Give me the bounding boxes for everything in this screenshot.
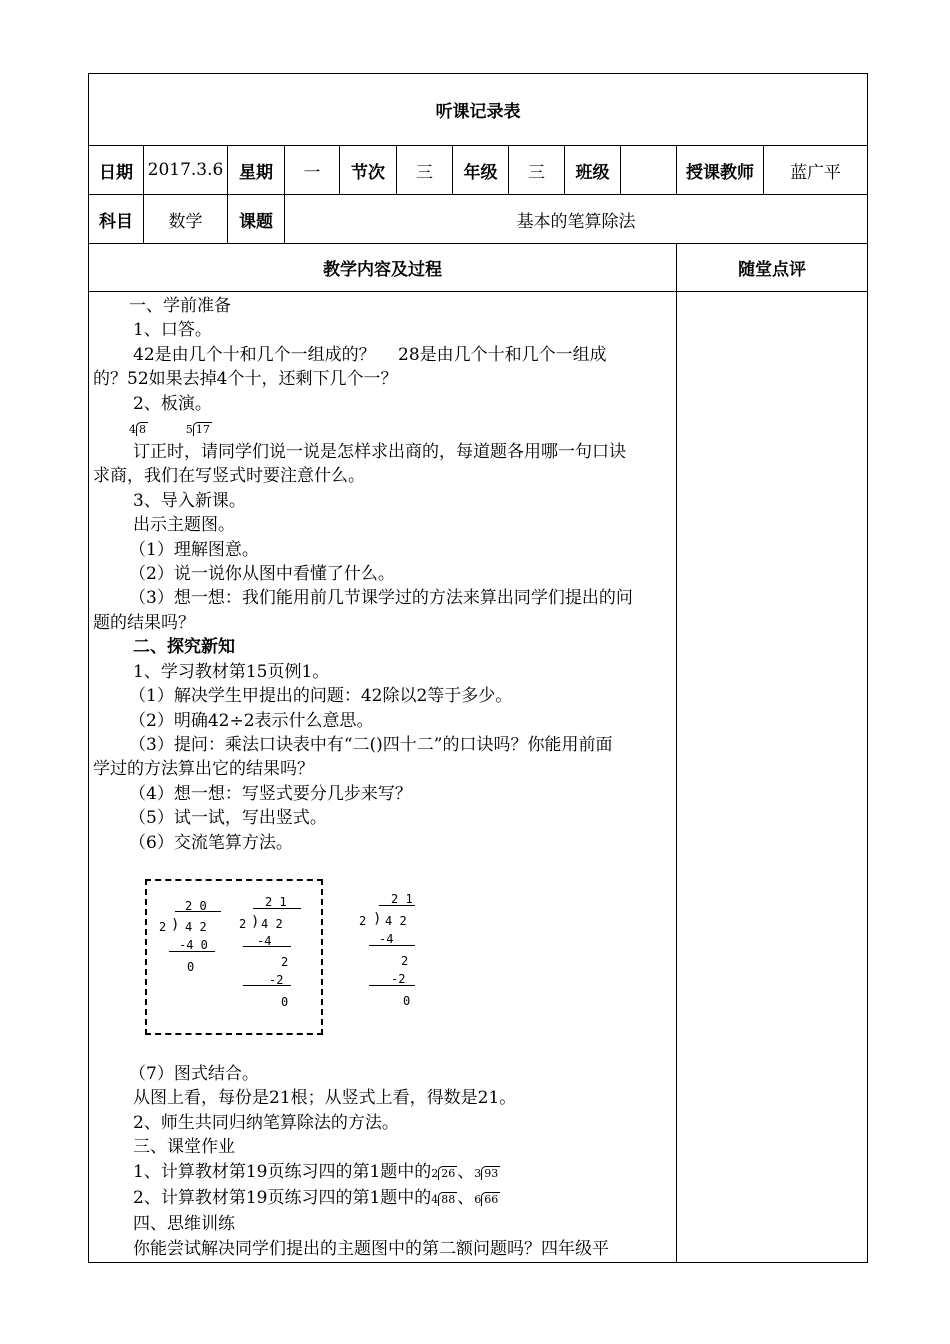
subtrahend: -4: [257, 933, 272, 948]
subtrahend: -2: [391, 971, 406, 986]
date-value: 2017.3.6: [144, 146, 228, 195]
division-bar: [175, 911, 221, 912]
comment-cell: [677, 292, 868, 1263]
section-heading: 二、探究新知: [133, 637, 235, 658]
dividend: 4 2: [261, 916, 283, 931]
content-line: （1）理解图意。: [129, 539, 259, 560]
content-line: 从图上看，每份是21根；从竖式上看，得数是21。: [133, 1088, 517, 1109]
page-title: 听课记录表: [89, 74, 868, 146]
content-line: 1、学习教材第15页例1。: [133, 661, 330, 682]
subtraction-line: [243, 946, 291, 947]
division-expression: 2 26: [431, 1166, 456, 1180]
content-line: （1）解决学生甲提出的问题：42除以2等于多少。: [129, 686, 513, 707]
partial-dividend: 2: [401, 953, 409, 968]
subtraction-line: [243, 985, 291, 986]
quotient: 2 0: [185, 898, 207, 913]
subtrahend: -4 0: [179, 937, 208, 952]
content-line: 42是由几个十和几个一组成的？ 28是由几个十和几个一组成: [133, 344, 607, 365]
divisor: 2: [239, 916, 247, 931]
long-division-figure: [93, 857, 674, 1062]
subject-label: 科目: [89, 195, 144, 244]
subtraction-line: [369, 985, 415, 986]
content-line: （3）提问：乘法口诀表中有“二()四十二”的口诀吗？你能用前面: [129, 734, 613, 755]
division-expression: 5 17: [185, 423, 210, 437]
division-expression: 6 66: [474, 1192, 499, 1206]
content-line: 订正时，请同学们说一说是怎样求出商的，每道题各用哪一句口诀: [133, 442, 626, 463]
class-value: [621, 146, 677, 195]
teaching-content-cell: [89, 292, 677, 1263]
period-label: 节次: [340, 146, 397, 195]
subtrahend: -4: [379, 931, 394, 946]
subtraction-line: [169, 951, 215, 952]
topic-label: 课题: [228, 195, 285, 244]
bracket: ): [251, 913, 260, 930]
dividend: 4 2: [185, 919, 207, 934]
homework-line: 1、计算教材第19页练习四的第1题中的2 26 、3 93: [93, 1160, 674, 1186]
content-line: 1、口答。: [133, 320, 212, 341]
quotient: 2 1: [391, 891, 413, 906]
content-line: （7）图式结合。: [129, 1063, 259, 1084]
subject-value: 数学: [144, 195, 228, 244]
date-label: 日期: [89, 146, 144, 195]
topic-value: 基本的笔算除法: [285, 195, 868, 244]
homework-line: 2、计算教材第19页练习四的第1题中的4 88 、6 66: [93, 1186, 674, 1212]
teacher-label: 授课教师: [677, 146, 764, 195]
content-line: 题的结果吗？: [93, 612, 195, 633]
content-line: （2）明确42÷2表示什么意思。: [129, 710, 374, 731]
board-exercises: [93, 416, 674, 440]
content-line: （2）说一说你从图中看懂了什么。: [129, 564, 395, 585]
division-expression: 4 8: [129, 423, 146, 437]
division-bar: [253, 908, 301, 909]
content-line: 出示主题图。: [133, 515, 235, 536]
remainder: 0: [187, 959, 195, 974]
dashed-frame: [145, 879, 323, 1035]
content-line: 2、板演。: [133, 393, 212, 414]
division-expression: 4 88: [431, 1192, 456, 1206]
period-value: 三: [397, 146, 453, 195]
comment-header: 随堂点评: [677, 244, 868, 292]
section-heading: 三、课堂作业: [133, 1137, 235, 1158]
division-expression: 3 93: [474, 1166, 499, 1180]
subtraction-line: [369, 945, 415, 946]
subtrahend: -2: [269, 972, 284, 987]
remainder: 0: [281, 994, 289, 1009]
teaching-content: [89, 292, 676, 1262]
weekday-value: 一: [285, 146, 340, 195]
bracket: ): [373, 910, 382, 927]
content-line: （5）试一试，写出竖式。: [129, 808, 327, 829]
divisor: 2: [359, 913, 367, 928]
quotient: 2 1: [265, 894, 287, 909]
division-bar: [379, 905, 415, 906]
content-line: （6）交流笔算方法。: [129, 832, 293, 853]
section-heading: 四、思维训练: [133, 1214, 235, 1235]
weekday-label: 星期: [228, 146, 285, 195]
content-line: 的？52如果去掉4个十，还剩下几个一？: [93, 369, 398, 390]
content-header: 教学内容及过程: [89, 244, 677, 292]
bracket: ): [171, 916, 180, 933]
divisor: 2: [159, 919, 167, 934]
lesson-record-table: [88, 73, 868, 1263]
content-line: 3、导入新课。: [133, 490, 246, 511]
content-line: 求商，我们在写竖式时要注意什么。: [93, 466, 365, 487]
content-line: 学过的方法算出它的结果吗？: [93, 759, 314, 780]
dividend: 4 2: [385, 913, 407, 928]
grade-label: 年级: [453, 146, 509, 195]
content-line: （4）想一想：写竖式要分几步来写？: [129, 783, 412, 804]
content-line: 2、师生共同归纳笔算除法的方法。: [133, 1112, 399, 1133]
content-line: 你能尝试解决同学们提出的主题图中的第二额问题吗？四年级平: [133, 1238, 609, 1259]
grade-value: 三: [509, 146, 565, 195]
remainder: 0: [403, 993, 411, 1008]
section-heading: 一、学前准备: [129, 296, 231, 316]
content-line: （3）想一想：我们能用前几节课学过的方法来算出同学们提出的问: [129, 588, 633, 609]
class-label: 班级: [565, 146, 621, 195]
teacher-value: 蓝广平: [764, 146, 868, 195]
partial-dividend: 2: [281, 954, 289, 969]
